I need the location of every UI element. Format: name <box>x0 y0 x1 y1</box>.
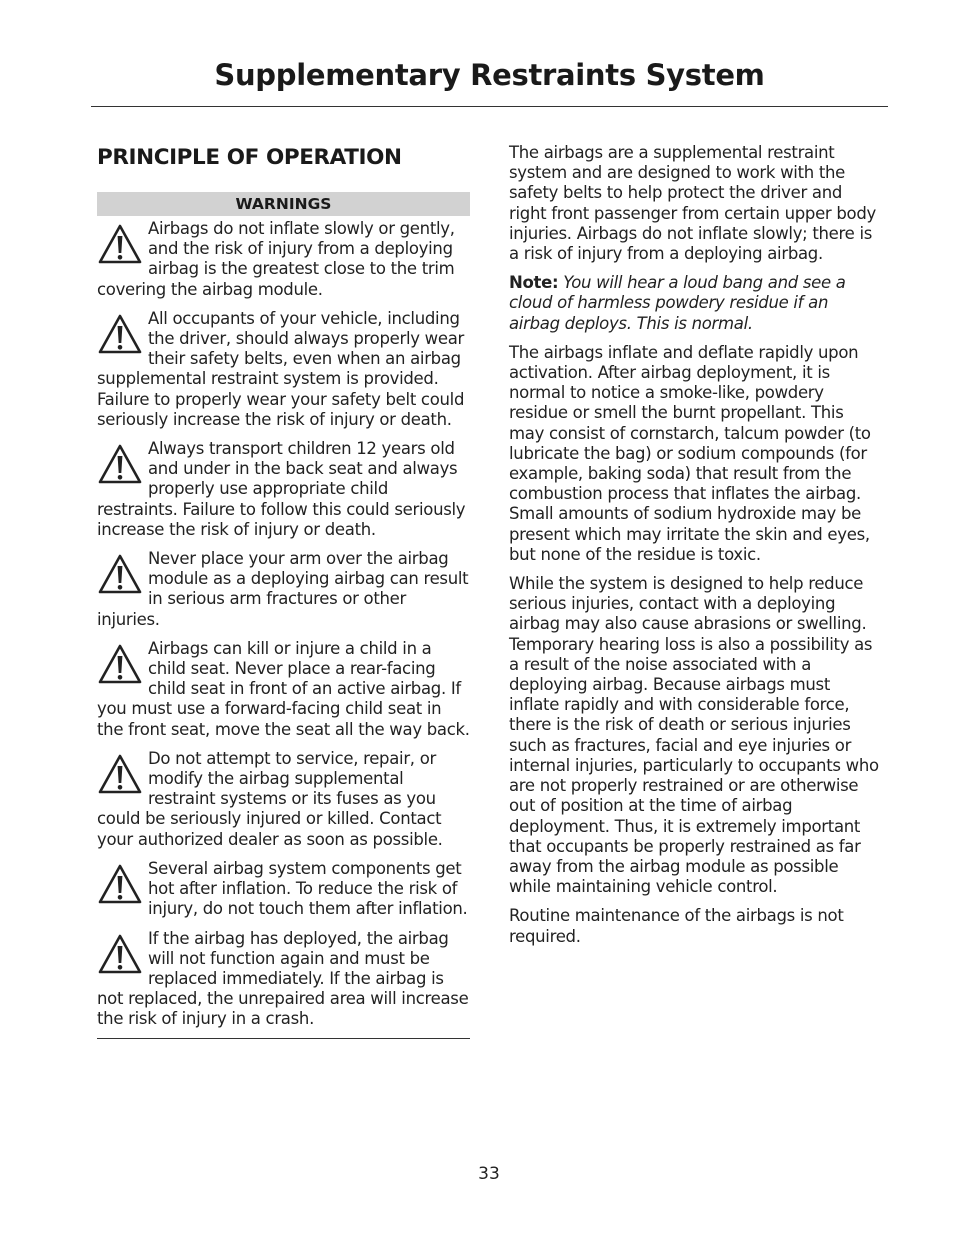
warning-item <box>97 219 470 300</box>
warning-text: Do not attempt to service, repair, or modify the airbag supplemental restraint systems or its fuses as you could be seriously injured or killed. Contact your authorized dealer as soon as possible. <box>97 748 443 849</box>
paragraph-intro: The airbags are a supplemental restraint system and are designed to work with the safety belts to help protect the driver and right front passenger from certain upper body injuries. Airbags do not inflate slowly; there is a risk of injury from a deploying airbag. <box>509 143 876 264</box>
section-heading: PRINCIPLE OF OPERATION <box>97 145 402 170</box>
warning-text: Always transport children 12 years old and under in the back seat and always properly use appropriate child restraints. Failure to follow this could seriously increase the risk of injury or death. <box>97 439 466 539</box>
right-column <box>509 143 883 956</box>
page-number: 33 <box>478 1164 500 1184</box>
warning-item <box>97 929 470 1030</box>
warning-item <box>97 639 470 740</box>
note-paragraph <box>509 273 883 334</box>
warning-triangle-icon <box>97 863 143 905</box>
warnings-label: WARNINGS <box>97 192 470 216</box>
paragraph-residue: The airbags inflate and deflate rapidly upon activation. After airbag deployment, it is normal to notice a smoke-like, powdery residue or smell the burnt propellant. This may consist of cornstarch, talcum powder (to lubricate the bag) or sodium compounds (for example, baking soda) that result from the combustion process that inflates the airbag. Small amounts of sodium hydroxide may be present which may irritate the skin and eyes, but none of the residue is toxic. <box>509 342 871 564</box>
warning-text: Airbags can kill or injure a child in a child seat. Never place a rear-facing child seat in front of an active airbag. If you must use a forward-facing child seat in the front seat, move the seat all the way back. <box>97 638 470 739</box>
paragraph-maintenance: Routine maintenance of the airbags is not required. <box>509 906 844 946</box>
title-divider <box>91 106 888 107</box>
page-title: Supplementary Restraints System <box>214 58 765 92</box>
warning-item <box>97 859 470 920</box>
warning-triangle-icon <box>97 643 143 685</box>
warning-triangle-icon <box>97 443 143 485</box>
note-text: You will hear a loud bang and see a cloud of harmless powdery residue if an airbag deploys. This is normal. <box>509 273 846 333</box>
warning-triangle-icon <box>97 223 143 265</box>
warning-item <box>97 549 470 630</box>
warning-item <box>97 439 470 540</box>
warning-text: Several airbag system components get hot after inflation. To reduce the risk of injury, do not touch them after inflation. <box>148 858 468 919</box>
warning-text: Airbags do not inflate slowly or gently, and the risk of injury from a deploying airbag is the greatest close to the trim covering the airbag module. <box>97 219 455 299</box>
warning-text: All occupants of your vehicle, including the driver, should always properly wear their safety belts, even when an airbag supplemental restraint system is provided. Failure to properly wear your safety belt could seriously increase the risk of injury or death. <box>97 308 465 429</box>
warning-item <box>97 749 470 850</box>
warning-triangle-icon <box>97 753 143 795</box>
warning-text: If the airbag has deployed, the airbag will not function again and must be replaced immediately. If the airbag is not replaced, the unrepaired area will increase the risk of injury in a crash. <box>97 928 469 1029</box>
warning-triangle-icon <box>97 933 143 975</box>
warnings-list <box>97 219 470 1030</box>
note-label: Note: <box>509 273 559 293</box>
paragraph-injuries: While the system is designed to help reduce serious injuries, contact with a deploying airbag may also cause abrasions or swelling. Temporary hearing loss is also a possibility as a result of the noise associated with a deploying airbag. Because airbags must inflate rapidly and with considerable force, there is the risk of death or serious injuries such as fractures, facial and eye injuries or internal injuries, particularly to occupants who are not properly restrained or are otherwise out of position at the time of airbag deployment. Thus, it is extremely important that occupants be properly restrained as far away from the airbag module as possible while maintaining vehicle control. <box>509 574 879 897</box>
warning-triangle-icon <box>97 553 143 595</box>
warnings-bottom-divider <box>97 1038 470 1039</box>
left-column <box>97 140 470 1039</box>
warning-item <box>97 309 470 430</box>
warning-text: Never place your arm over the airbag module as a deploying airbag can result in serious arm fractures or other injuries. <box>97 549 469 629</box>
warning-triangle-icon <box>97 313 143 355</box>
